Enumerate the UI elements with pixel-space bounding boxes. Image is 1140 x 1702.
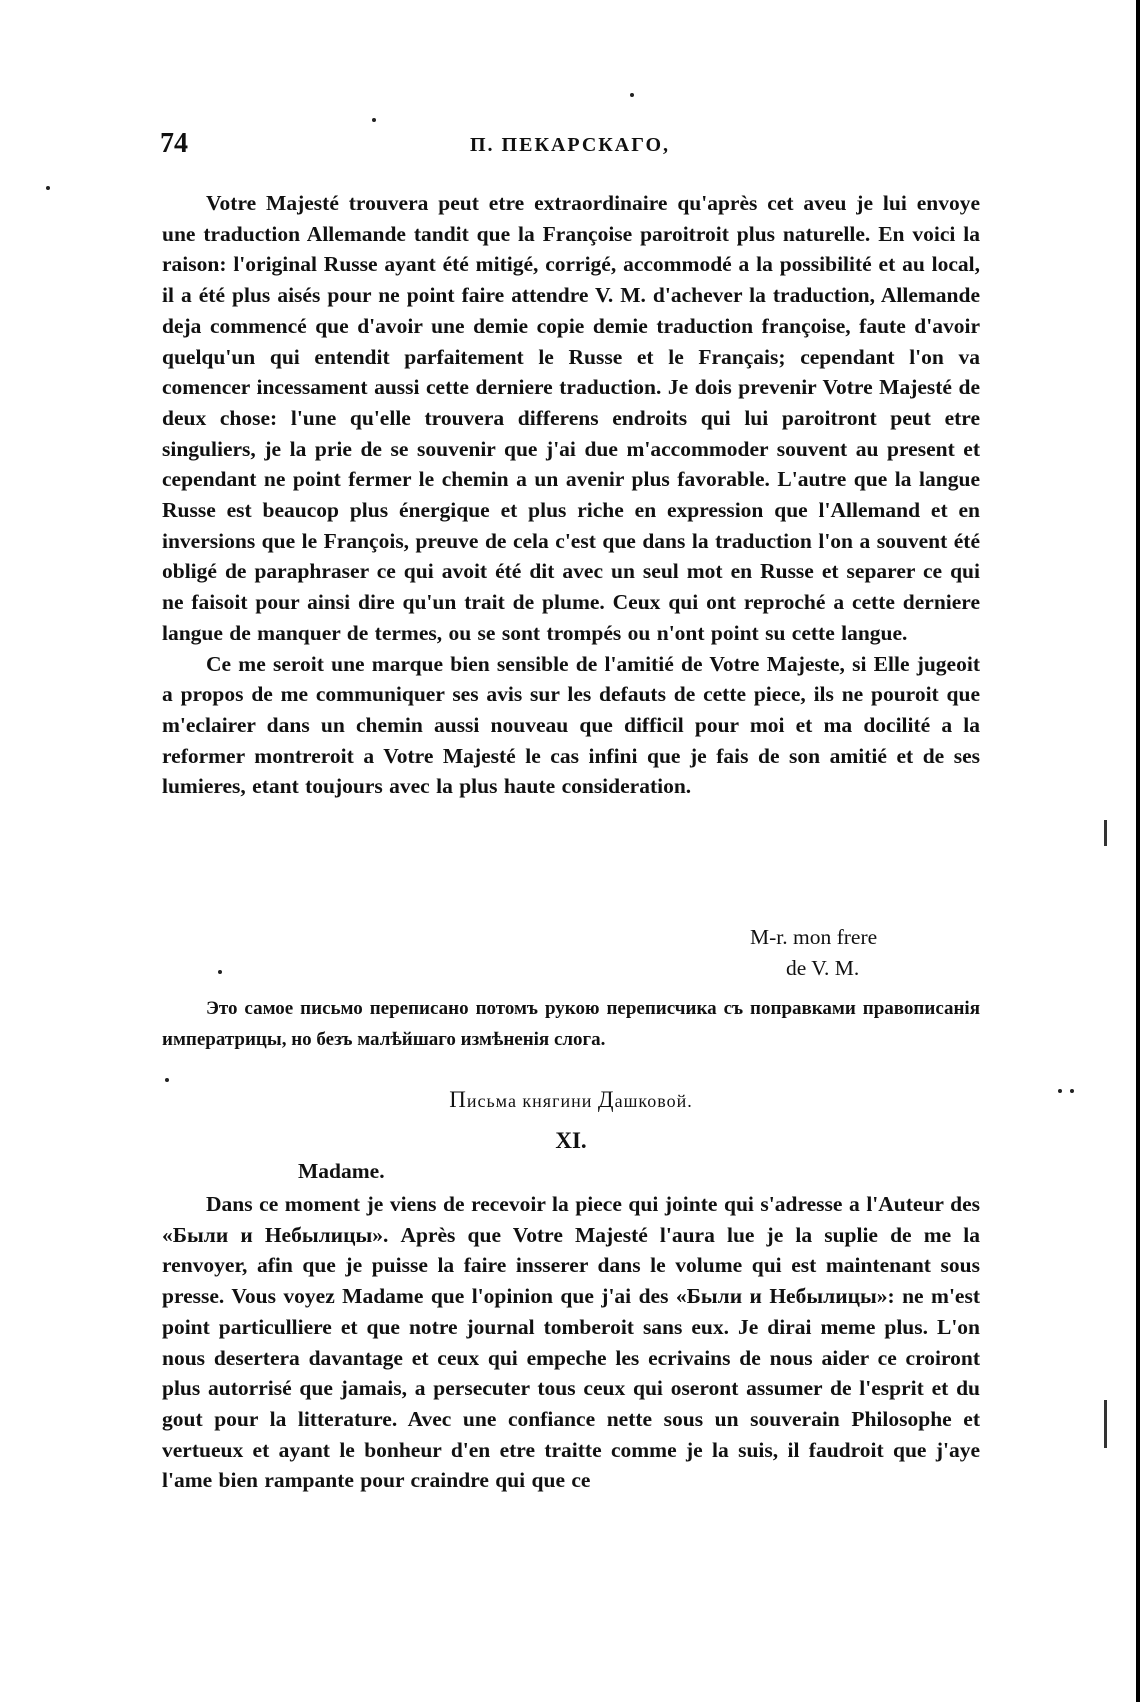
paragraph: Dans ce moment je viens de recevoir la piece qui jointe qui s'adresse a l'Auteur des «Были и Небылицы». Après que Votre Majesté l'aura lue je la suplie de me la renvoyer, afin que je puisse la faire insserer dans le volume qui est maintenant sous presse. Vous voyez Madame que l'opinion que j'ai des «Были и Небылицы»: ne m'est point particulliere et que notre journal tomberoit sans eux. Je dirai meme plus. L'on nous desertera davantage et ceux qui empeche les ecrivains de nous aider ce croiront plus autorrisé que jamais, a persecuter tous ceux qui oseront assumer de l'esprit et du gout pour la litterature. Avec une confiance nette sous un souverain Philosophe et vertueux et ayant le bonheur d'en etre traitte comme je la suis, il faudroit que j'aye l'ame bien rampante pour craindre qui que ce xyxy=(162,1192,980,1493)
scan-speck xyxy=(218,970,222,974)
section-title-smallcaps: исьма княгини xyxy=(466,1091,598,1111)
scan-speck xyxy=(165,1078,169,1082)
scan-speck xyxy=(372,118,376,122)
editorial-note: Это самое письмо переписано потомъ рукою переписчика съ поправками правописанія императрицы, но безъ малѣйшаго измѣненія слога. xyxy=(162,998,980,1050)
scan-speck xyxy=(1070,1089,1074,1093)
letter-body xyxy=(162,1189,980,1496)
page-edge-line xyxy=(1136,0,1140,1702)
page-number: 74 xyxy=(160,128,188,159)
salutation: Madame. xyxy=(298,1159,385,1183)
scan-speck xyxy=(630,93,634,97)
running-head: П. ПЕКАРСКАГО, xyxy=(469,134,671,156)
scan-mark xyxy=(1104,820,1107,846)
signature-line: de V. M. xyxy=(786,956,860,980)
signature-line: M-r. mon frere xyxy=(750,925,878,949)
scan-speck xyxy=(46,186,50,190)
letter-body xyxy=(162,188,980,802)
section-title xyxy=(162,1087,980,1113)
section-title-initial: П xyxy=(449,1087,467,1112)
section-title-smallcaps: ашковой. xyxy=(614,1091,693,1111)
letter-number: XI. xyxy=(555,1128,587,1153)
scan-speck xyxy=(1058,1089,1062,1093)
scan-mark xyxy=(1104,1400,1107,1448)
paragraph: Votre Majesté trouvera peut etre extraordinaire qu'après cet aveu je lui envoye une traduction Allemande tandit que la Françoise paroitroit plus naturelle. En voici la raison: l'original Russe ayant été mitigé, corrigé, accommodé a la possibilité et au local, il a été plus aisés pour ne point faire attendre V. M. d'achever la traduction, Allemande deja commencé que d'avoir une demie copie demie traduction françoise, faute d'avoir quelqu'un qui entendit parfaitement le Russe et le Français; cependant l'on va comencer incessament aussi cette derniere traduction. Je dois prevenir Votre Majesté de deux chose: l'une qu'elle trouvera differens endroits qui lui paroitront peut etre singuliers, je la prie de se souvenir que j'ai due m'accommoder souvent au present et cependant ne point fermer le chemin a un avenir plus favorable. L'autre que la langue Russe est beaucop plus énergique et plus riche en expression que l'Allemand et en inversions que le François, preuve de cela c'est que dans la traduction l'on a souvent été obligé de paraphraser ce qui avoit été dit avec un seul mot en Russe et separer ce qui ne faisoit pour ainsi dire qu'un trait de plume. Ceux qui ont reproché a cette derniere langue de manquer de termes, ou se sont trompés ou n'ont point su cette langue. xyxy=(162,191,980,645)
paragraph: Ce me seroit une marque bien sensible de l'amitié de Votre Majeste, si Elle jugeoit a propos de me communiquer ses avis sur les defauts de cette piece, ils ne pouroit que m'eclairer dans un chemin aussi nouveau que difficil pour moi et ma docilité a la reformer montreroit a Votre Majesté le cas infini que je fais de son amitié et de ses lumieres, etant toujours avec la plus haute consideration. xyxy=(162,651,980,799)
section-title-initial: Д xyxy=(597,1087,615,1112)
page-header xyxy=(160,128,980,168)
